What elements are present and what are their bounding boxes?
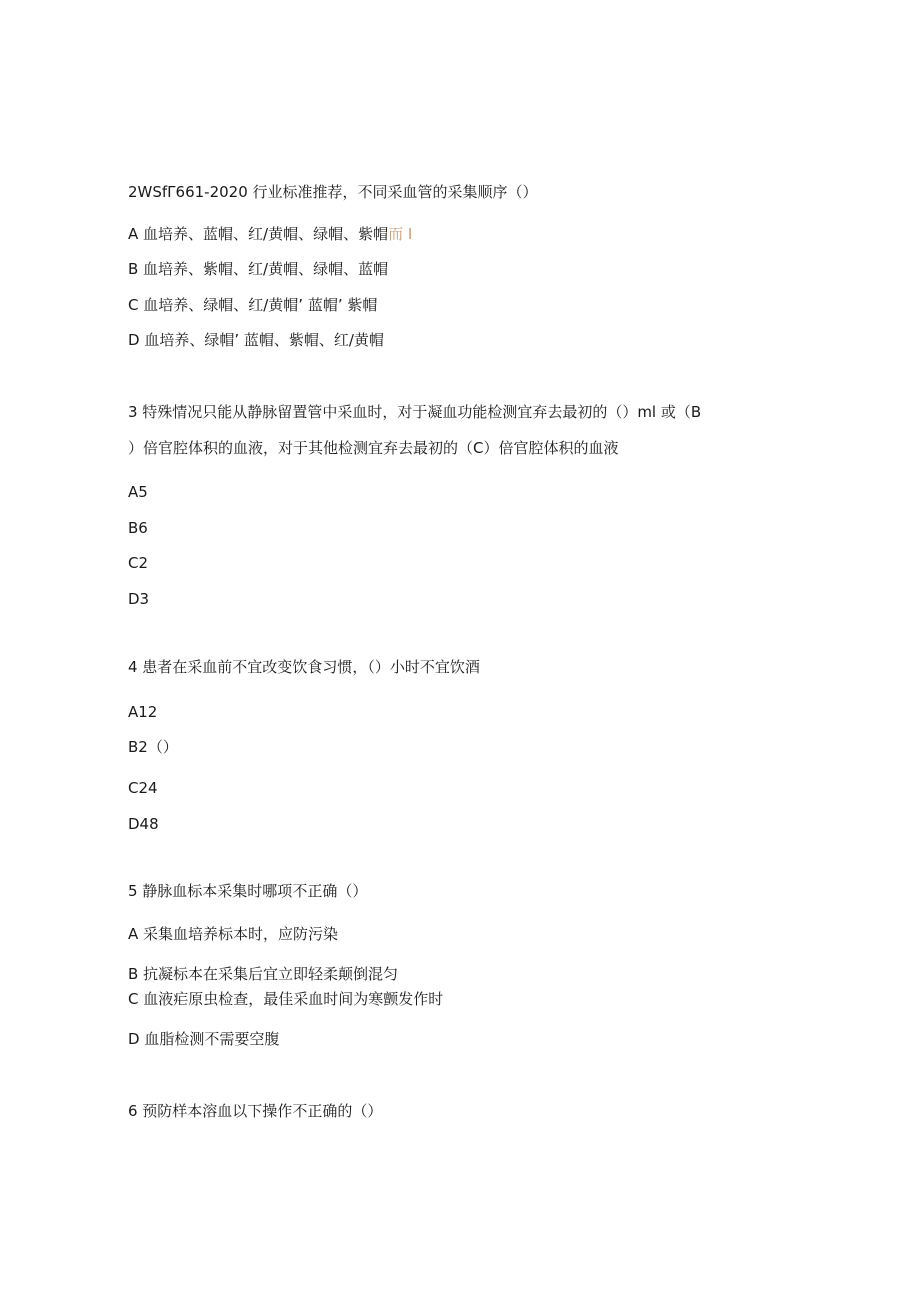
question-4-option-b: B2（） — [128, 738, 178, 756]
question-4-option-a: A12 — [128, 703, 158, 721]
question-4-stem: 4 患者在采血前不宜改变饮食习惯，（）小时不宜饮酒 — [128, 658, 480, 676]
question-5-option-a: A 采集血培养标本时，应防污染 — [128, 925, 339, 943]
question-2-option-d: D 血培养、绿帽’ 蓝帽、紫帽、红/黄帽 — [128, 331, 384, 349]
question-4-option-d: D48 — [128, 815, 159, 833]
option-extra-text: 而 I — [388, 225, 413, 243]
question-5-option-d: D 血脂检测不需要空腹 — [128, 1030, 280, 1048]
question-3-stem-line-1: 3 特殊情况只能从静脉留置管中采血时，对于凝血功能检测宜弃去最初的（）ml 或（B — [128, 403, 702, 421]
question-2-option-b: B 血培养、紫帽、红/黄帽、绿帽、蓝帽 — [128, 260, 389, 278]
question-2-option-a — [128, 224, 412, 244]
option-text: A 血培养、蓝帽、红/黄帽、绿帽、紫帽 — [128, 225, 389, 243]
question-3-option-b: B6 — [128, 519, 148, 537]
question-3-option-a: A5 — [128, 483, 148, 501]
question-2-stem: 2WSfΓ661-2020 行业标准推荐，不同采血管的采集顺序（） — [128, 183, 538, 201]
question-2-option-c: C 血培养、绿帽、红/黄帽’ 蓝帽’ 紫帽 — [128, 296, 378, 314]
question-3-option-c: C2 — [128, 554, 149, 572]
question-6-stem: 6 预防样本溶血以下操作不正确的（） — [128, 1102, 383, 1120]
question-5-option-c: C 血液疟原虫检查，最佳采血时间为寒颤发作时 — [128, 990, 444, 1008]
question-5-stem: 5 静脉血标本采集时哪项不正确（） — [128, 882, 368, 900]
question-5-option-b: B 抗凝标本在采集后宜立即轻柔颠倒混匀 — [128, 965, 399, 983]
question-3-stem-line-2: ）倍官腔体积的血液，对于其他检测宜弃去最初的（C）倍官腔体积的血液 — [128, 439, 619, 457]
question-3-option-d: D3 — [128, 590, 150, 608]
question-4-option-c: C24 — [128, 779, 158, 797]
